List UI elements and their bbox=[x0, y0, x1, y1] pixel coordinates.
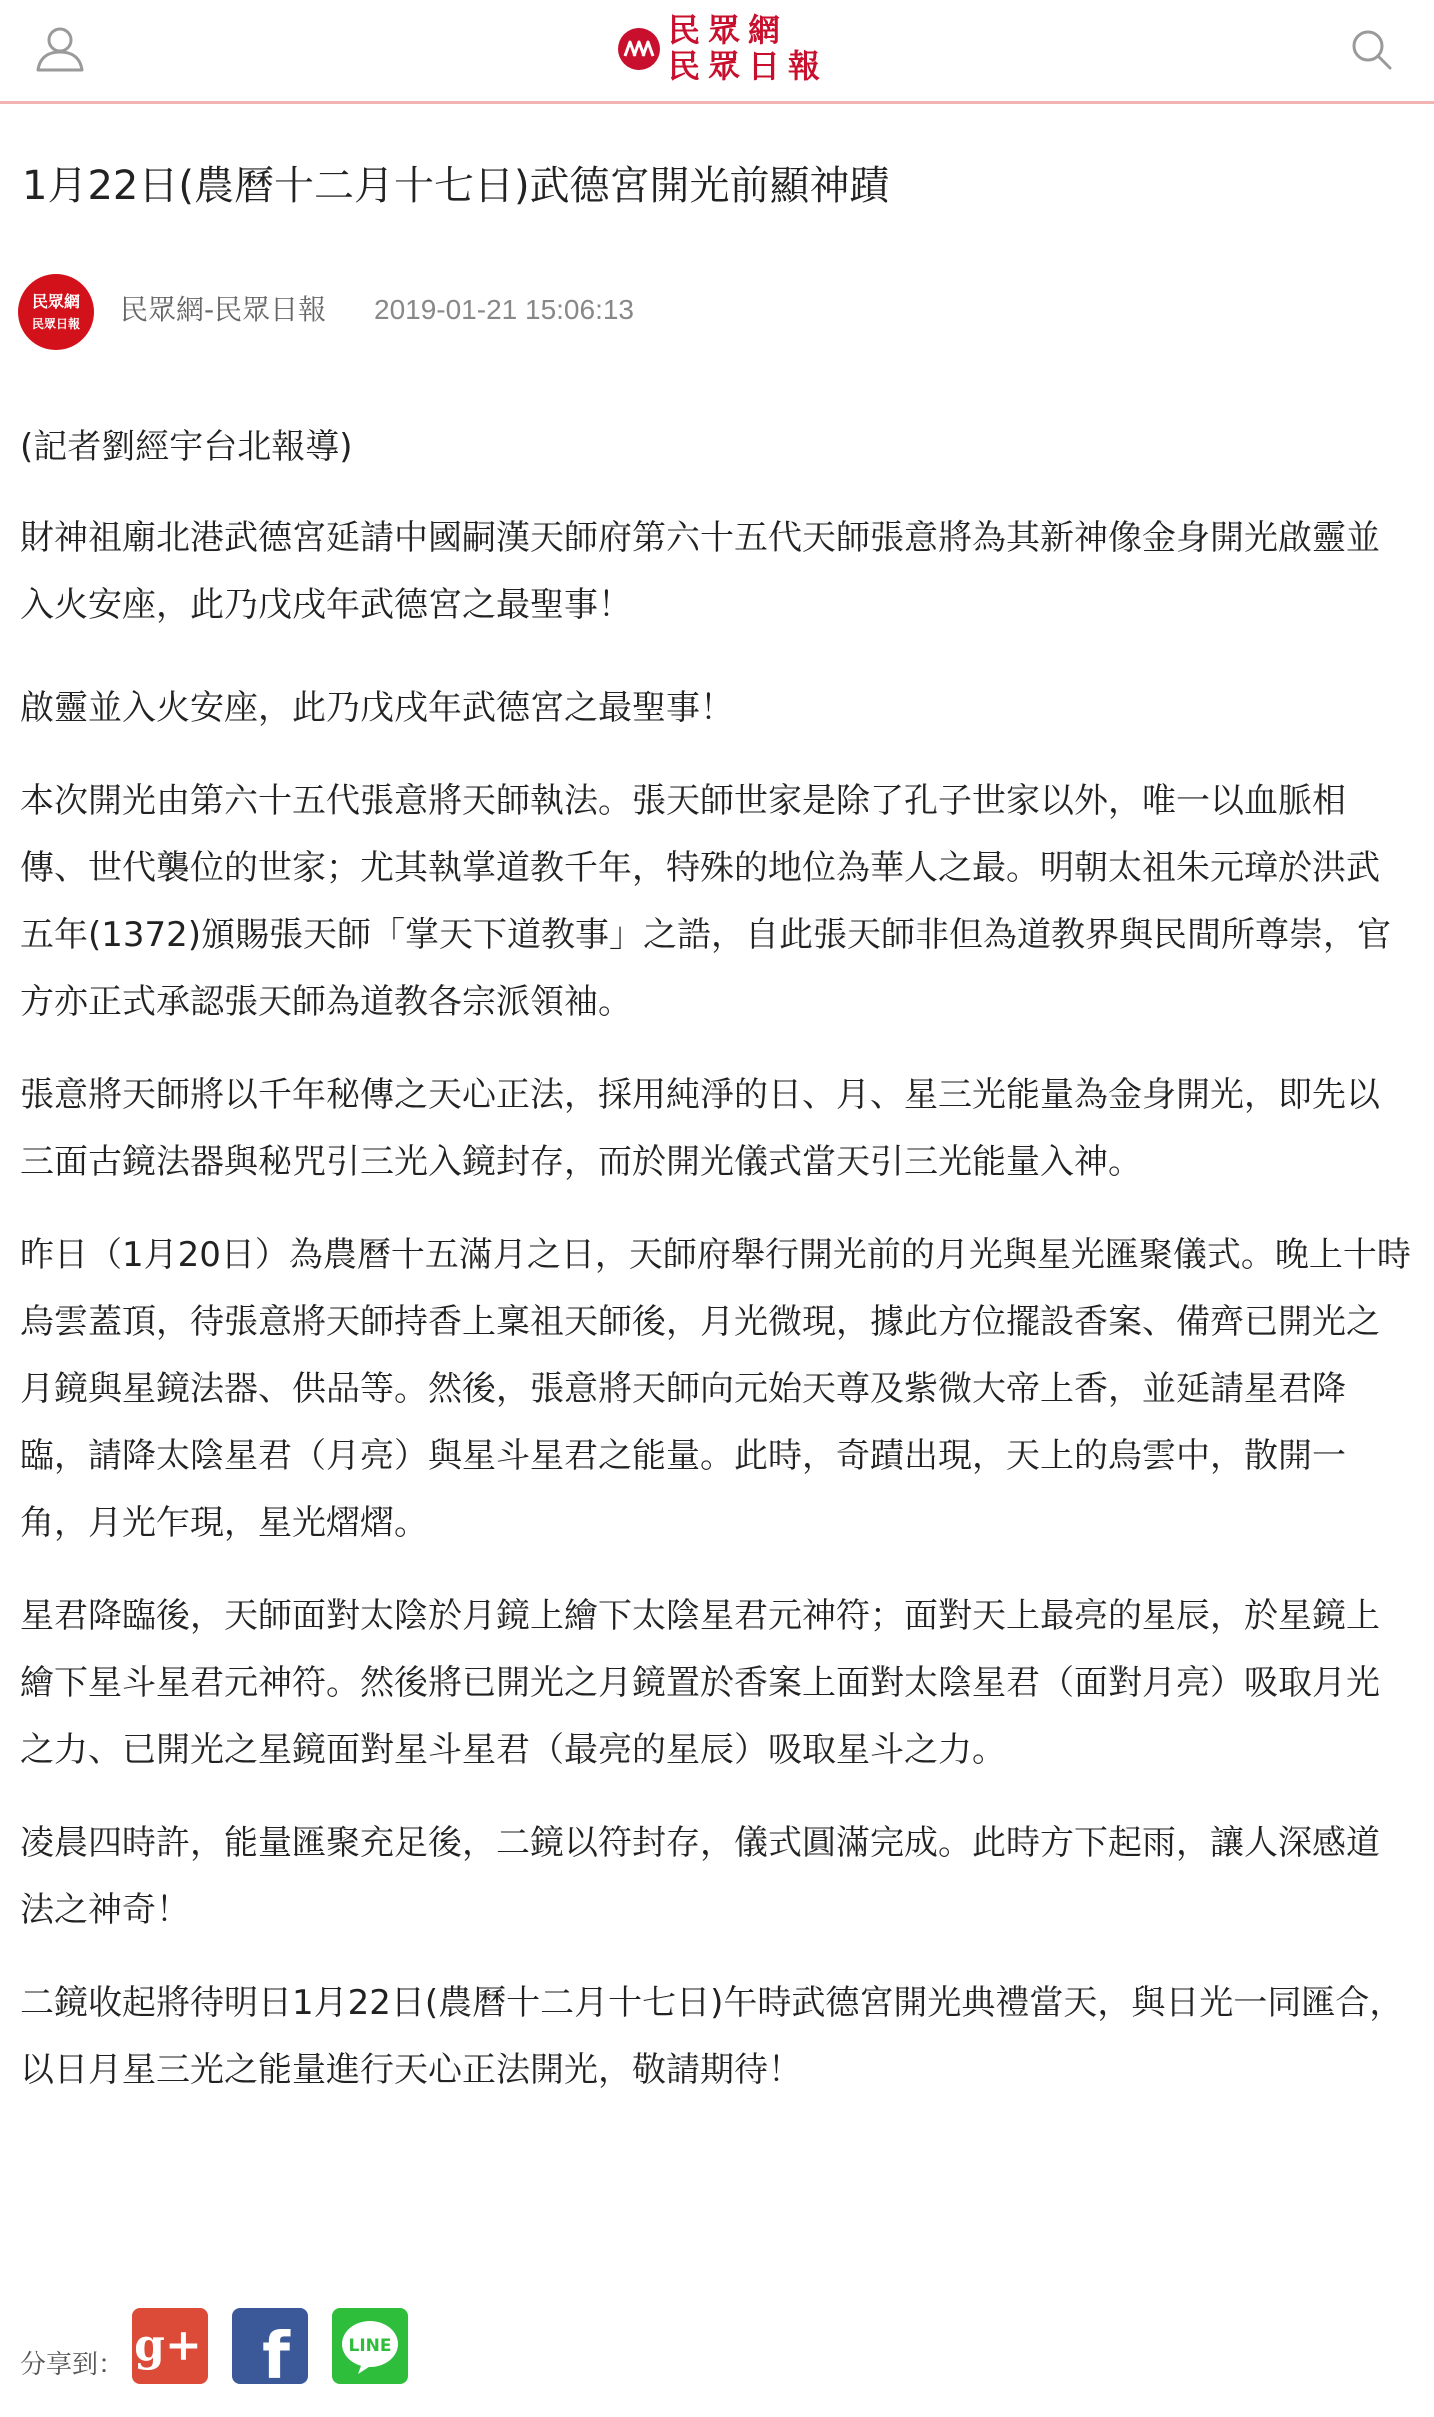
line-glyph: LINE bbox=[348, 2336, 392, 2356]
article-paragraph: 二鏡收起將待明日1月22日(農曆十二月十七日)午時武德宮開光典禮當天，與日光一同匯合，以日月星三光之能量進行天心正法開光，敬請期待！ bbox=[20, 1983, 1404, 2090]
avatar-text-primary: 民眾網 bbox=[31, 292, 80, 311]
facebook-glyph: f bbox=[262, 2320, 290, 2384]
avatar[interactable] bbox=[18, 274, 94, 350]
site-logo[interactable] bbox=[616, 8, 829, 88]
top-header bbox=[0, 0, 1434, 104]
logo-mark-icon bbox=[616, 26, 662, 72]
article-timestamp: 2019-01-21 15:06:13 bbox=[374, 294, 634, 325]
avatar-text-secondary: 民眾日報 bbox=[31, 317, 80, 331]
reporter-byline: (記者劉經宇台北報導) bbox=[20, 427, 353, 467]
user-icon bbox=[32, 22, 88, 78]
user-button[interactable] bbox=[32, 22, 88, 78]
article-meta bbox=[18, 272, 1408, 352]
article-paragraph: 凌晨四時許，能量匯聚充足後，二鏡以符封存，儀式圓滿完成。此時方下起雨，讓人深感道法之神奇！ bbox=[20, 1823, 1380, 1930]
facebook-icon bbox=[232, 2308, 308, 2384]
logo-text-primary: 民眾網 bbox=[668, 11, 789, 49]
article-paragraph: 本次開光由第六十五代張意將天師執法。張天師世家是除了孔子世家以外，唯一以血脈相傳、世代襲位的世家；尤其執掌道教千年，特殊的地位為華人之最。明朝太祖朱元璋於洪武五年(1372)頒賜張天師「掌天下道教事」之誥，自此張天師非但為道教界與民間所尊崇，官方亦正式承認張天師為道教各宗派領袖。 bbox=[20, 781, 1392, 1022]
search-button[interactable] bbox=[1344, 22, 1400, 78]
share-bar bbox=[20, 2290, 520, 2390]
article-paragraph: 昨日（1月20日）為農曆十五滿月之日，天師府舉行開光前的月光與星光匯聚儀式。晚上十時烏雲蓋頂，待張意將天師持香上稟祖天師後，月光微現，據此方位擺設香案、備齊已開光之月鏡與星鏡法器、供品等。然後，張意將天師向元始天尊及紫微大帝上香，並延請星君降臨，請降太陰星君（月亮）與星斗星君之能量。此時，奇蹟出現，天上的烏雲中，散開一角，月光乍現，星光熠熠。 bbox=[20, 1235, 1411, 1543]
article-paragraph: 張意將天師將以千年秘傳之天心正法，採用純淨的日、月、星三光能量為金身開光，即先以三面古鏡法器與秘咒引三光入鏡封存，而於開光儀式當天引三光能量入神。 bbox=[20, 1075, 1380, 1182]
share-google-plus-button[interactable] bbox=[132, 2308, 208, 2384]
share-label: 分享到： bbox=[20, 2350, 125, 2380]
article-body bbox=[20, 414, 1412, 2130]
page-title: 1月22日(農曆十二月十七日)武德宮開光前顯神蹟 bbox=[22, 163, 890, 209]
google-plus-icon bbox=[132, 2308, 208, 2384]
article-paragraph: 星君降臨後，天師面對太陰於月鏡上繪下太陰星君元神符；面對天上最亮的星辰，於星鏡上繪下星斗星君元神符。然後將已開光之月鏡置於香案上面對太陰星君（面對月亮）吸取月光之力、已開光之星鏡面對星斗星君（最亮的星辰）吸取星斗之力。 bbox=[20, 1596, 1380, 1770]
article-paragraph: 財神祖廟北港武德宮延請中國嗣漢天師府第六十五代天師張意將為其新神像金身開光啟靈並入火安座，此乃戊戌年武德宮之最聖事！ bbox=[20, 518, 1380, 625]
article-source[interactable]: 民眾網-民眾日報 bbox=[120, 293, 327, 326]
google-plus-glyph: g+ bbox=[134, 2320, 202, 2371]
article-paragraph: 啟靈並入火安座，此乃戊戌年武德宮之最聖事！ bbox=[20, 688, 734, 728]
line-icon bbox=[332, 2308, 408, 2384]
search-icon bbox=[1344, 22, 1400, 78]
share-line-button[interactable] bbox=[332, 2308, 408, 2384]
share-facebook-button[interactable] bbox=[232, 2308, 308, 2384]
logo-text-secondary: 民眾日報 bbox=[668, 47, 829, 85]
